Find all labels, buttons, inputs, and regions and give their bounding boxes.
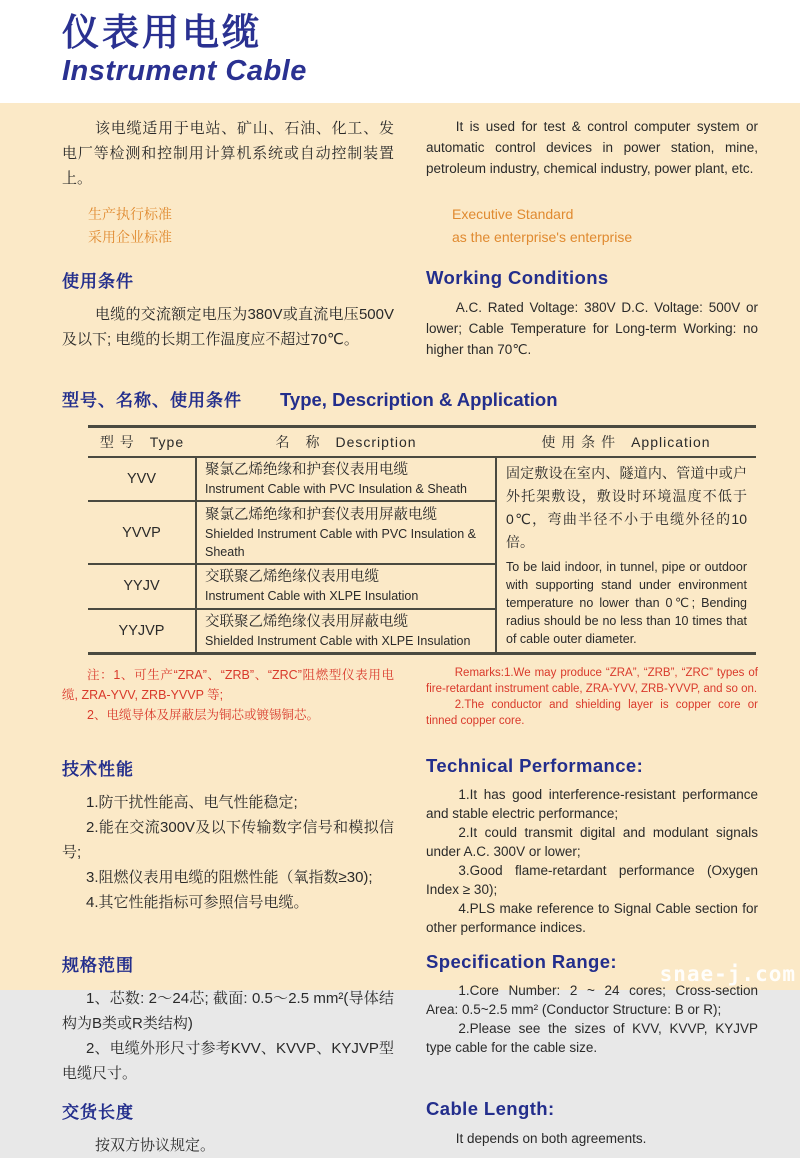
working-conditions-zh (62, 267, 394, 360)
intro-section (62, 103, 758, 191)
working-conditions-section (62, 267, 758, 360)
technical-en (426, 755, 758, 937)
delivery-section (62, 1098, 758, 1158)
column-header-application: 使 用 条 件 Application (496, 427, 756, 458)
working-conditions-body-en: A.C. Rated Voltage: 380V D.C. Voltage: 500V or lower; Cable Temperature for Long-term Working: no higher than 70℃. (426, 300, 758, 357)
remarks-zh (62, 665, 394, 729)
technical-heading-zh: 技术性能 (62, 760, 134, 779)
standards-zh-line1: 生产执行标准 (88, 206, 172, 222)
description-zh: 聚氯乙烯绝缘和护套仪表用屏蔽电缆 (205, 506, 437, 523)
type-heading-zh: 型号、名称、使用条件 (62, 391, 242, 410)
standards-en-line1: Executive Standard (452, 206, 574, 222)
working-conditions-en (426, 267, 758, 360)
technical-heading-en: Technical Performance: (426, 755, 644, 776)
technical-item-en: 2.It could transmit digital and modulant signals under A.C. 300V or lower; (426, 825, 758, 859)
standards-section (62, 203, 758, 249)
technical-section (62, 755, 758, 937)
table-row (88, 457, 756, 501)
working-conditions-heading-en: Working Conditions (426, 267, 609, 288)
type-description (196, 564, 496, 608)
table-header-row (88, 427, 756, 458)
intro-paragraph-zh: 该电缆适用于电站、矿山、石油、化工、发电厂等检测和控制用计算机系统或自动控制装置上。 (62, 120, 394, 187)
description-zh: 聚氯乙烯绝缘和护套仪表用电缆 (205, 462, 408, 479)
technical-item-zh: 4.其它性能指标可参照信号电缆。 (86, 894, 309, 911)
remarks-section (62, 665, 758, 729)
technical-item-en: 4.PLS make reference to Signal Cable section for other performance indices. (426, 901, 758, 935)
application-zh: 固定敷设在室内、隧道内、管道中或户外托架敷设，敷设时环境温度不低于0℃，弯曲半径不小于电缆外径的10倍。 (506, 465, 747, 550)
column-header-type: 型 号 Type (88, 427, 196, 458)
description-zh: 交联聚乙烯绝缘仪表用屏蔽电缆 (205, 613, 408, 630)
specification-item-zh: 1、芯数: 2～24芯; 截面: 0.5～2.5 mm²(导体结构为B类或R类结构) (62, 990, 394, 1032)
type-code: YVVP (88, 501, 196, 564)
specification-item-en: 2.Please see the sizes of KVV, KVVP, KYJVP type cable for the cable size. (426, 1021, 758, 1055)
specification-section (62, 951, 758, 1086)
remark-zh-2: 2、电缆导体及屏蔽层为铜芯或镀锡铜芯。 (87, 708, 319, 722)
type-code: YYJV (88, 564, 196, 608)
type-description (196, 501, 496, 564)
specification-items-en (426, 981, 758, 1057)
remarks-en (426, 665, 758, 729)
application-cell (496, 457, 756, 654)
intro-paragraph-en: It is used for test & control computer system or automatic control devices in power station, mine, petroleum industry, chemical industry, power plant, etc. (426, 119, 758, 176)
specification-item-en: 1.Core Number: 2 ~ 24 cores; Cross-section Area: 0.5~2.5 mm² (Conductor Structure: B or R); (426, 983, 758, 1017)
technical-item-zh: 1.防干扰性能高、电气性能稳定; (86, 794, 298, 811)
specification-heading-en: Specification Range: (426, 951, 617, 972)
cable-type-table (88, 425, 756, 655)
column-header-description: 名 称 Description (196, 427, 496, 458)
description-zh: 交联聚乙烯绝缘仪表用电缆 (205, 569, 379, 586)
technical-zh (62, 755, 394, 937)
technical-item-zh: 2.能在交流300V及以下传输数字信号和模拟信号; (62, 819, 394, 861)
type-description (196, 457, 496, 501)
standards-en (426, 203, 758, 249)
technical-item-zh: 3.阻燃仪表用电缆的阻燃性能（氧指数≥30); (86, 869, 373, 886)
delivery-body-zh: 按双方协议规定。 (95, 1137, 216, 1154)
delivery-en (426, 1098, 758, 1158)
page-title-en: Instrument Cable (62, 55, 307, 87)
type-section-heading (62, 386, 758, 411)
specification-heading-zh: 规格范围 (62, 956, 134, 975)
technical-items-en (426, 785, 758, 937)
technical-item-en: 1.It has good interference-resistant performance and stable electric performance; (426, 787, 758, 821)
delivery-zh (62, 1098, 394, 1158)
remark-en-1: Remarks:1.We may produce “ZRA”, “ZRB”, “ZRC” types of fire-retardant instrument cable, ZRA-YVV, ZRB-YVVP, and so on. (426, 667, 758, 695)
standards-zh (62, 203, 394, 249)
technical-item-en: 3.Good flame-retardant performance (Oxygen Index ≥ 30); (426, 863, 758, 897)
specification-zh (62, 951, 394, 1086)
standards-zh-line2: 采用企业标准 (88, 229, 172, 245)
specification-item-zh: 2、电缆外形尺寸参考KVV、KVVP、KYJVP型电缆尺寸。 (62, 1040, 394, 1082)
remark-zh-1: 注：1、可生产“ZRA”、“ZRB”、“ZRC”阻燃型仪表用电缆, ZRA-YVV, ZRB-YVVP 等; (62, 668, 394, 702)
standards-en-line2: as the enterprise's enterprise (452, 229, 633, 245)
description-en: Instrument Cable with PVC Insulation & Sheath (205, 482, 467, 497)
working-conditions-heading-zh: 使用条件 (62, 272, 134, 291)
description-en: Shielded Instrument Cable with XLPE Insulation (205, 633, 471, 648)
technical-items-zh (62, 790, 394, 915)
site-watermark: snae-j.com (659, 962, 796, 986)
description-en: Shielded Instrument Cable with PVC Insulation & Sheath (205, 526, 476, 559)
page-content (0, 103, 800, 1158)
delivery-body-en: It depends on both agreements. (455, 1131, 647, 1146)
specification-items-zh (62, 986, 394, 1086)
description-en: Instrument Cable with XLPE Insulation (205, 589, 419, 604)
application-en: To be laid indoor, in tunnel, pipe or outdoor with supporting stand under environment temperature no lower than 0℃; Bending radius should be no less than 10 times that of cable outer diameter. (506, 560, 747, 646)
type-heading-en: Type, Description & Application (280, 389, 558, 410)
delivery-heading-zh: 交货长度 (62, 1103, 134, 1122)
page-header (0, 0, 800, 103)
type-code: YVV (88, 457, 196, 501)
type-code: YYJVP (88, 609, 196, 654)
type-description (196, 609, 496, 654)
working-conditions-body-zh: 电缆的交流额定电压为380V或直流电压500V及以下; 电缆的长期工作温度应不超过70℃。 (62, 306, 394, 348)
remark-en-2: 2.The conductor and shielding layer is copper core or tinned copper core. (426, 699, 758, 727)
delivery-heading-en: Cable Length: (426, 1098, 555, 1119)
page-title-zh: 仪表用电缆 (62, 12, 262, 53)
